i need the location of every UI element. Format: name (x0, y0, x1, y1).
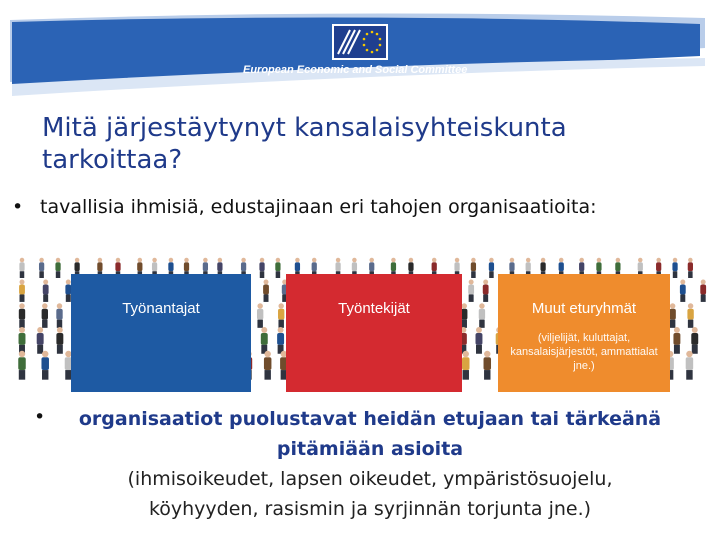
person-figure (19, 280, 25, 302)
card-other-interests (498, 274, 670, 392)
card-other-subtitle: (viljelijät, kuluttajat, kansalaisjärjestöt, ammattialat jne.) (510, 332, 658, 372)
person-figure (673, 327, 680, 354)
person-figure (680, 280, 686, 302)
person-figure (261, 327, 268, 354)
person-figure (468, 280, 474, 302)
person-figure (278, 303, 284, 328)
person-figure (483, 280, 489, 302)
person-figure (277, 327, 284, 354)
person-figure (479, 303, 485, 328)
bullet-organisations-line-3: (ihmisoikeudet, lapsen oikeudet, ympäristösuojelu, (127, 468, 613, 490)
person-figure (56, 327, 63, 354)
bullet-dot: • (34, 406, 46, 428)
slide-title (42, 112, 662, 176)
card-employers (71, 274, 251, 392)
bullet-intro-text: tavallisia ihmisiä, edustajinaan eri tahojen organisaatioita: (40, 196, 597, 218)
bullet-organisations-line-2: pitämiään asioita (276, 438, 464, 460)
title-line-1: Mitä järjestäytynyt kansalaisyhteiskunta (42, 113, 567, 143)
bullet-organisations-line-4: köyhyyden, rasismin ja syrjinnän torjunta jne.) (148, 498, 592, 520)
title-line-2: tarkoittaa? (42, 145, 183, 175)
person-figure (669, 303, 675, 328)
person-figure (686, 351, 693, 380)
person-figure (259, 258, 264, 278)
bullet-dot: • (12, 196, 24, 218)
card-workers (286, 274, 462, 392)
bullet-organisations-line-1: organisaatiot puolustavat heidän etujaan tai tärkeänä (78, 408, 662, 430)
card-employers-title: Työnantajat (122, 300, 200, 317)
person-figure (691, 327, 698, 354)
person-figure (264, 351, 271, 380)
person-figure (687, 303, 693, 328)
person-figure (275, 258, 280, 278)
person-figure (42, 303, 48, 328)
person-figure (19, 327, 26, 354)
person-figure (19, 258, 24, 278)
person-figure (489, 258, 494, 278)
person-figure (471, 258, 476, 278)
person-figure (43, 280, 49, 302)
person-figure (37, 327, 44, 354)
org-name: European Economic and Social Committee (243, 64, 468, 76)
person-figure (39, 258, 44, 278)
person-figure (56, 303, 62, 328)
person-figure (263, 280, 269, 302)
person-figure (18, 351, 25, 380)
person-figure (55, 258, 60, 278)
person-figure (672, 258, 677, 278)
person-figure (257, 303, 263, 328)
person-figure (688, 258, 693, 278)
person-figure (461, 303, 467, 328)
card-workers-title: Työntekijät (338, 300, 410, 317)
bullet-organisations (34, 404, 700, 524)
card-other-title: Muut eturyhmät (531, 300, 637, 317)
person-figure (484, 351, 491, 380)
bullet-intro (12, 196, 712, 218)
person-figure (19, 303, 25, 328)
person-figure (700, 280, 706, 302)
person-figure (462, 351, 469, 380)
person-figure (476, 327, 483, 354)
eesc-logo-icon (332, 24, 388, 60)
person-figure (41, 351, 48, 380)
header-banner (0, 0, 720, 110)
